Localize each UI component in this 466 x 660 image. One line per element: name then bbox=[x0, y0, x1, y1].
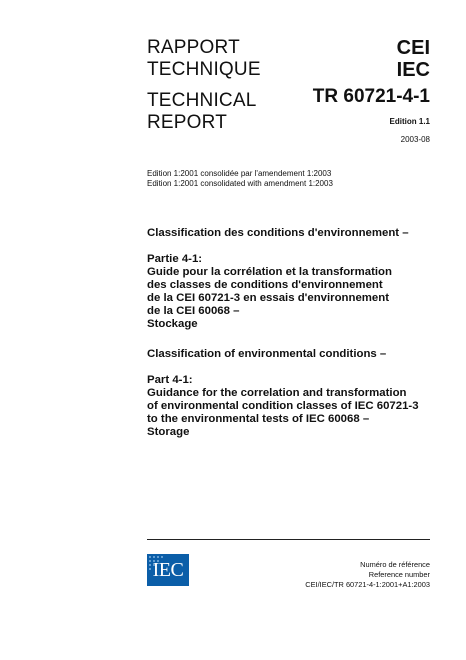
org-fr: CEI bbox=[396, 37, 430, 59]
french-title-line: Stockage bbox=[147, 318, 198, 330]
edition-note-en: Edition 1:2001 consolidated with amendment 1:2003 bbox=[147, 179, 333, 188]
report-type-fr-line2: TECHNIQUE bbox=[147, 59, 261, 80]
edition-label: Edition 1.1 bbox=[389, 117, 430, 126]
report-type-en bbox=[147, 90, 256, 134]
edition-note-fr: Edition 1:2001 consolidée par l'amendement 1:2003 bbox=[147, 169, 332, 178]
report-type-en-line1: TECHNICAL bbox=[147, 90, 257, 111]
document-number: TR 60721-4-1 bbox=[312, 86, 430, 107]
report-type-en-line2: REPORT bbox=[147, 112, 228, 133]
french-title-line: de la CEI 60721-3 en essais d'environnement bbox=[147, 292, 390, 304]
english-title-line: to the environmental tests of IEC 60068 – bbox=[147, 413, 370, 425]
organization bbox=[397, 37, 430, 81]
french-title-line: des classes de conditions d'environnement bbox=[147, 279, 383, 291]
edition-notes bbox=[147, 169, 333, 189]
english-title-line: Guidance for the correlation and transformation bbox=[147, 387, 407, 399]
footer-divider bbox=[147, 539, 430, 540]
french-title-main: Classification des conditions d'environnement – bbox=[147, 227, 409, 239]
reference-code: CEI/IEC/TR 60721-4-1:2001+A1:2003 bbox=[305, 580, 430, 589]
org-en: IEC bbox=[396, 59, 430, 81]
reference-label-fr: Numéro de référence bbox=[360, 560, 430, 569]
french-title-line: Guide pour la corrélation et la transformation bbox=[147, 266, 392, 278]
french-title-line: de la CEI 60068 – bbox=[147, 305, 240, 317]
report-type-fr bbox=[147, 37, 261, 81]
english-title-block bbox=[147, 348, 437, 439]
report-type-fr-line1: RAPPORT bbox=[147, 37, 240, 58]
english-part-label: Part 4-1: bbox=[147, 374, 193, 386]
french-part-label: Partie 4-1: bbox=[147, 253, 203, 265]
logo-text: IEC bbox=[152, 558, 184, 581]
french-title-block bbox=[147, 227, 437, 331]
reference-label-en: Reference number bbox=[368, 570, 430, 579]
english-title-line: Storage bbox=[147, 426, 190, 438]
english-title-main: Classification of environmental conditions – bbox=[147, 348, 387, 360]
iec-logo bbox=[147, 554, 189, 586]
english-title-line: of environmental condition classes of IEC 60721-3 bbox=[147, 400, 419, 412]
reference-number-block bbox=[305, 560, 430, 590]
publication-date: 2003-08 bbox=[400, 135, 430, 144]
